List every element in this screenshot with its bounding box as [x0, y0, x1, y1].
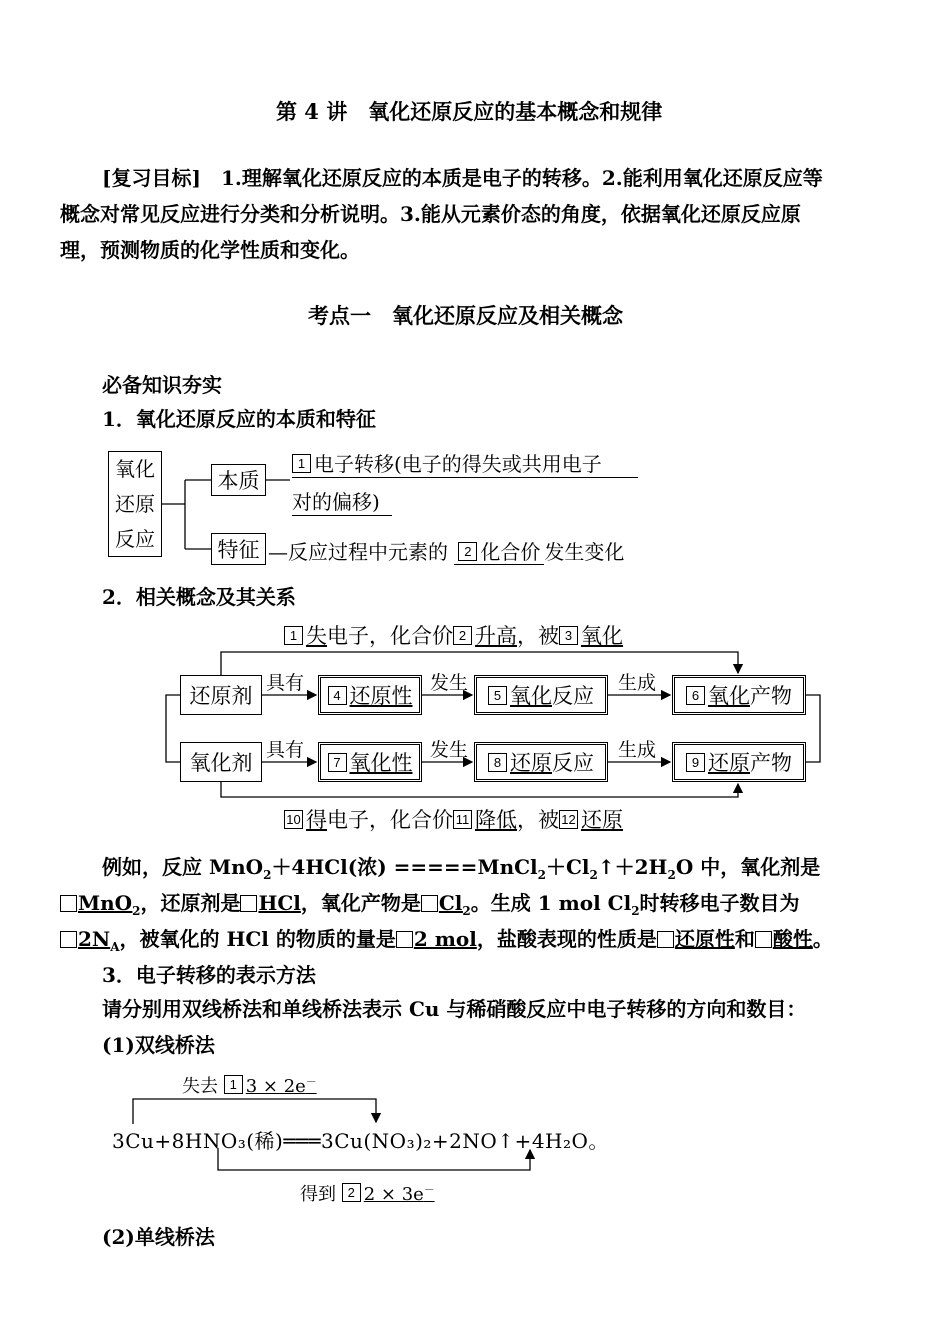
- oxidation-product-box: 6 氧化 产物: [672, 675, 806, 715]
- review-line-3: 理，预测物质的化学性质和变化。: [60, 238, 360, 262]
- section-title: 考点一 氧化还原反应及相关概念: [308, 303, 623, 328]
- review-line-2: 概念对常见反应进行分类和分析说明。3.能从元素价态的角度，依据氧化还原反应原: [60, 202, 801, 226]
- heading-1: 1．氧化还原反应的本质和特征: [102, 407, 376, 431]
- subheading-single-bridge: (2)单线桥法: [102, 1225, 215, 1249]
- essence-answer: 1 电子转移(电子的得失或共用电子: [292, 448, 638, 478]
- oxidizability-box: 7 氧化性: [318, 742, 422, 782]
- page-title: 第 4 讲 氧化还原反应的基本概念和规律: [276, 99, 663, 124]
- answer-property-2: 酸性: [772, 927, 813, 951]
- essence-answer-cont: 对的偏移): [292, 486, 392, 516]
- reductant-box: 还原剂: [180, 675, 262, 715]
- example-line-2: MnO$_2$，还原剂是 HCl，氧化产物是 $Cl_2$。生成 1 mol $Cl_2$时转移电子数目为: [60, 887, 800, 918]
- review-label: [复习目标]: [102, 166, 201, 190]
- oxidation-reaction-box: 5 氧化 反应: [474, 675, 608, 715]
- answer-hcl-amount: 2 mol: [413, 927, 477, 951]
- subheading-double-bridge: (1)双线桥法: [102, 1033, 215, 1057]
- arrow-label-produce-2: 生成: [618, 739, 657, 761]
- lose-label: 失去 1 3 × 2e－: [182, 1075, 317, 1097]
- reduction-reaction-box: 8 还原 反应: [474, 742, 608, 782]
- heading-3-description: 请分别用双线桥法和单线桥法表示 Cu 与稀硝酸反应中电子转移的方向和数目：: [102, 997, 807, 1021]
- bottom-label: 10 得电子，化合价 11 降低，被 12 还原: [284, 804, 623, 834]
- redox-root-box: 氧化 还原 反应: [108, 451, 162, 557]
- heading-3: 3．电子转移的表示方法: [102, 963, 316, 987]
- arrow-label-occur-2: 发生: [430, 739, 469, 761]
- answer-property-1: 还原性: [674, 927, 735, 951]
- answer-reductant: HCl: [258, 891, 301, 915]
- arrow-label-has-2: 具有: [266, 739, 305, 761]
- arrow-label-has-1: 具有: [266, 672, 305, 694]
- oxidant-box: 氧化剂: [180, 742, 262, 782]
- reduction-product-box: 9 还原 产物: [672, 742, 806, 782]
- answer-electron-count: $2N_A$: [78, 927, 120, 954]
- gain-label: 得到 2 2 × 3e－: [300, 1183, 435, 1205]
- arrow-label-produce-1: 生成: [618, 672, 657, 694]
- answer-oxidant: MnO$_2$: [78, 891, 141, 918]
- top-label: 1 失电子，化合价 2 升高，被 3 氧化: [284, 620, 623, 650]
- feature-text: —反应过程中元素的 2 化合价 发生变化: [268, 540, 625, 564]
- example-line-3: $2N_A$，被氧化的 HCl 的物质的量是 2 mol，盐酸表现的性质是 还原性和 酸性。: [60, 923, 833, 954]
- heading-2: 2．相关概念及其关系: [102, 585, 296, 609]
- example-line-1: 例如，反应 MnO$_2$＋4HCl(浓) $=====MnCl_2+Cl_2↑+2H_2O$ 中，氧化剂是: [102, 855, 821, 882]
- equation: 3Cu+8HNO₃(稀)═══3Cu(NO₃)₂+2NO↑+4H₂O。: [112, 1129, 609, 1153]
- reducibility-box: 4 还原性: [318, 675, 422, 715]
- essence-box: 本质: [211, 464, 266, 496]
- review-line-1: [复习目标] 1.理解氧化还原反应的本质是电子的转移。2.能利用氧化还原反应等: [102, 166, 823, 190]
- arrow-label-occur-1: 发生: [430, 672, 469, 694]
- knowledge-heading: 必备知识夯实: [102, 373, 222, 397]
- answer-oxidation-product: $Cl_2$: [438, 891, 471, 918]
- feature-box: 特征: [211, 533, 266, 565]
- feature-answer: 2 化合价: [454, 540, 544, 565]
